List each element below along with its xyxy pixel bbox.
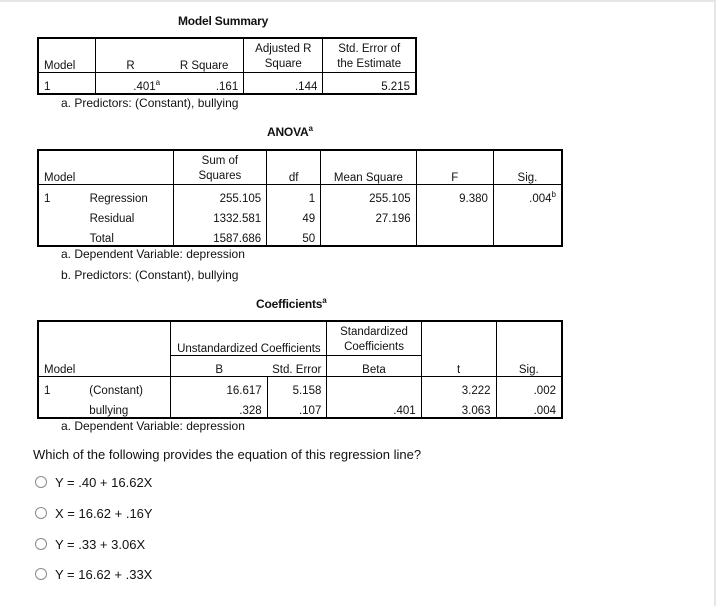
anova-df: 1 — [267, 184, 321, 205]
coef-header-unstandardized: Unstandardized Coefficients — [171, 321, 327, 355]
anova-row-label: Regression — [85, 184, 174, 205]
answer-option-1[interactable] — [35, 473, 152, 491]
coef-header-beta: Beta — [327, 355, 421, 376]
coefficients-table — [37, 320, 563, 419]
coef-header-standardized: Standardized Coefficients — [327, 321, 421, 355]
ms-model-number: 1 — [38, 72, 95, 94]
answer-option-label: X = 16.62 + .16Y — [55, 505, 153, 521]
coef-beta: .401 — [327, 397, 421, 418]
anova-model-number: 1 — [38, 184, 85, 205]
anova-ms: 255.105 — [321, 184, 416, 205]
anova-header-df: df — [267, 150, 321, 184]
anova-ms: 27.196 — [321, 205, 416, 225]
ms-header-std-error: Std. Error of the Estimate — [323, 38, 416, 72]
anova-sig: .004$^b$ — [493, 184, 562, 205]
coef-t: 3.063 — [421, 397, 496, 418]
ms-footnote-a: a. Predictors: (Constant), bullying — [61, 96, 239, 110]
answer-option-label: Y = 16.62 + .33X — [55, 566, 153, 582]
coef-footnote-a: a. Dependent Variable: depression — [61, 419, 245, 433]
ms-header-r: R — [95, 38, 165, 72]
model-summary-table — [37, 37, 417, 95]
ms-r-value: .401$^a$ — [95, 72, 165, 94]
coef-beta — [327, 376, 421, 397]
answer-option-3[interactable] — [35, 535, 145, 553]
ms-std-error-value: 5.215 — [323, 72, 416, 94]
radio-button[interactable] — [35, 476, 47, 488]
coef-std-error: 5.158 — [267, 376, 327, 397]
radio-button[interactable] — [35, 538, 47, 550]
answer-option-2[interactable] — [35, 504, 153, 522]
anova-ss: 255.105 — [173, 184, 267, 205]
anova-header-mean-square: Mean Square — [321, 150, 416, 184]
coef-row-label: bullying — [89, 404, 129, 417]
question-text: Which of the following provides the equation of this regression line? — [33, 447, 422, 462]
anova-row-label: Total — [89, 232, 114, 245]
ms-header-adjusted-r-square: Adjusted R Square — [244, 38, 323, 72]
anova-header-f: F — [416, 150, 493, 184]
anova-f: 9.380 — [416, 184, 493, 205]
anova-title: ANOVA$^a$ — [267, 124, 313, 139]
coef-header-t: t — [421, 355, 496, 376]
coef-sig: .004 — [496, 397, 562, 418]
answer-option-label: Y = .33 + 3.06X — [55, 536, 146, 552]
ms-r-square-value: .161 — [165, 72, 244, 94]
top-border — [0, 0, 716, 2]
anova-header-sig: Sig. — [493, 150, 562, 184]
coef-t: 3.222 — [421, 376, 496, 397]
coef-model-number: 1 — [38, 376, 84, 397]
answer-option-label: Y = .40 + 16.62X — [55, 474, 153, 490]
ms-adj-r-square-value: .144 — [244, 72, 323, 94]
anova-df: 50 — [267, 225, 321, 246]
model-summary-title: Model Summary — [178, 14, 269, 28]
coef-b: .328 — [171, 397, 267, 418]
radio-button[interactable] — [35, 568, 47, 580]
anova-table — [37, 149, 563, 247]
coef-header-sig: Sig. — [496, 355, 562, 376]
anova-footnote-b: b. Predictors: (Constant), bullying — [61, 268, 239, 282]
anova-footnote-a: a. Dependent Variable: depression — [61, 247, 245, 261]
answer-option-4[interactable] — [35, 565, 152, 583]
ms-header-r-square: R Square — [179, 59, 229, 72]
coef-b: 16.617 — [171, 376, 267, 397]
anova-ss: 1332.581 — [173, 205, 267, 225]
anova-header-sum-of-squares: Sum of Squares — [173, 150, 267, 184]
coef-header-model: Model — [44, 363, 76, 376]
coef-header-b: B — [171, 355, 267, 376]
coef-std-error: .107 — [267, 397, 327, 418]
anova-header-model: Model — [44, 171, 76, 184]
anova-df: 49 — [267, 205, 321, 225]
coef-row-label: (Constant) — [84, 376, 171, 397]
anova-ss: 1587.686 — [173, 225, 267, 246]
radio-button[interactable] — [35, 507, 47, 519]
coef-sig: .002 — [496, 376, 562, 397]
coef-header-std-error: Std. Error — [267, 355, 327, 376]
ms-header-model: Model — [44, 59, 76, 72]
anova-row-label: Residual — [89, 212, 135, 225]
coefficients-title: Coefficients$^a$ — [256, 296, 327, 311]
